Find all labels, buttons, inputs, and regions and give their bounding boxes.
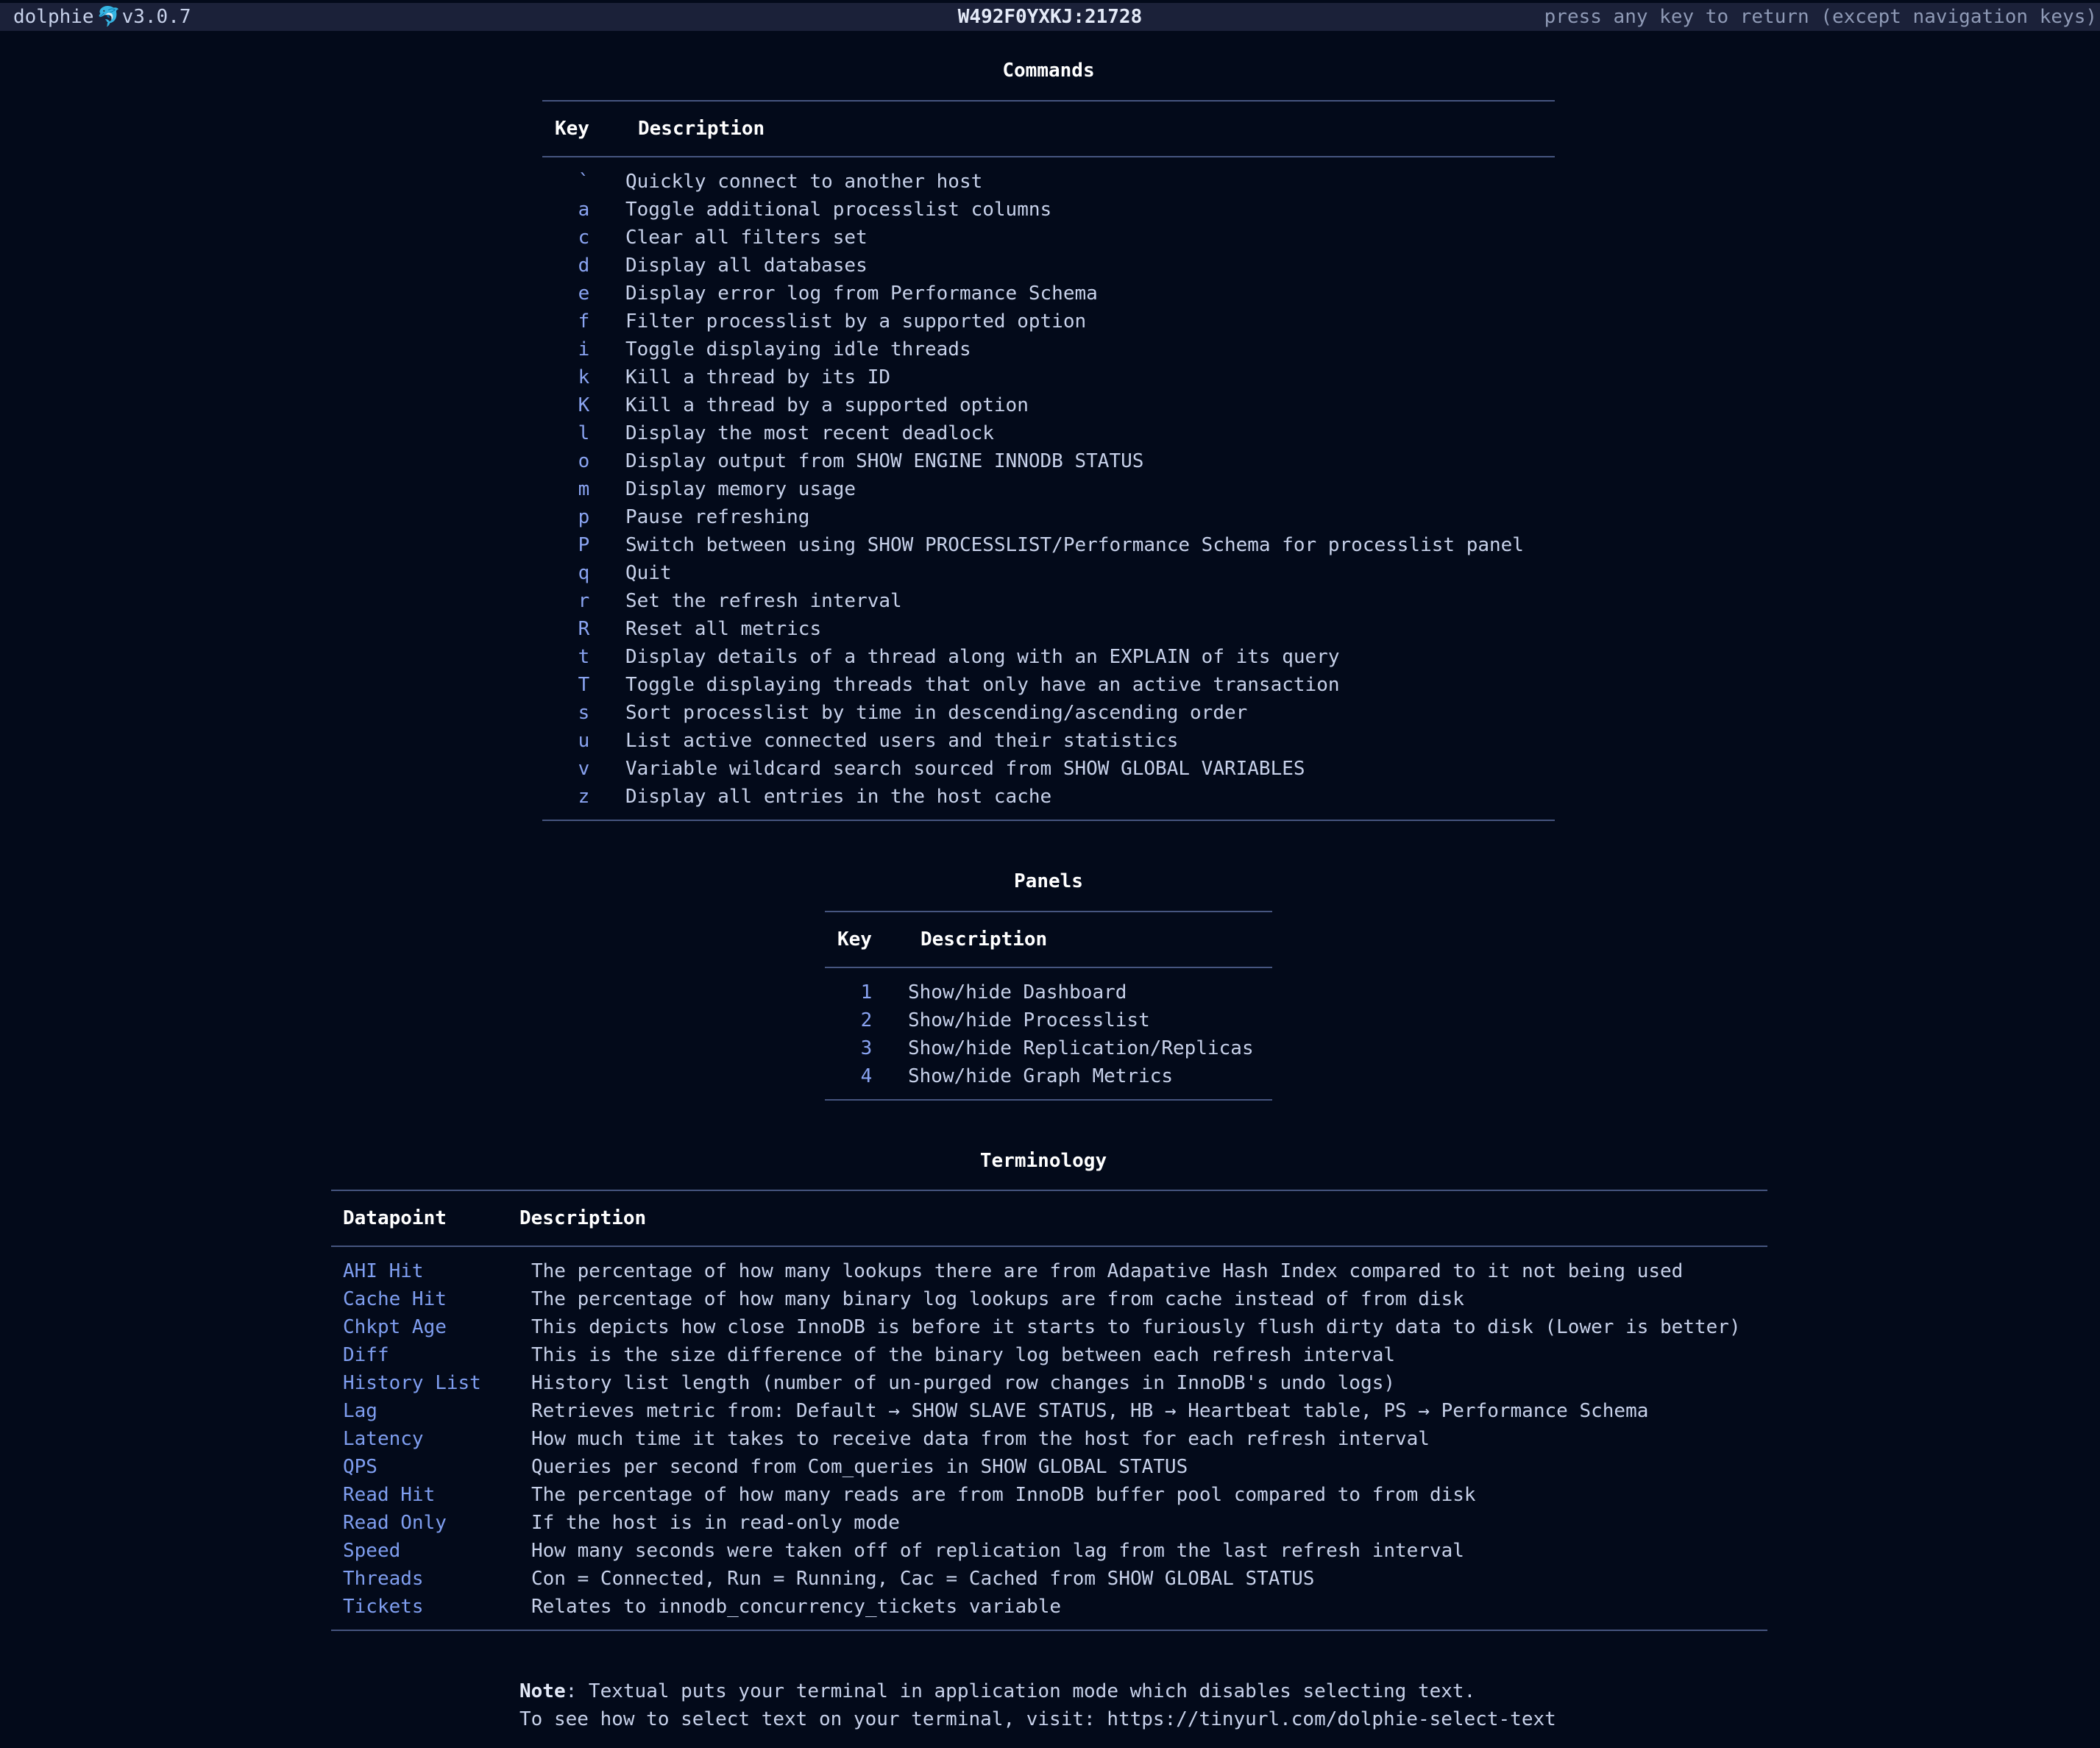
row-description: Filter processlist by a supported option <box>625 310 1087 333</box>
table-row <box>542 224 1555 252</box>
table-row <box>542 643 1555 671</box>
datapoint-name: History List <box>343 1372 481 1394</box>
table-row <box>542 531 1555 559</box>
datapoint-name: Chkpt Age <box>343 1316 447 1338</box>
host-label: W492F0YXKJ:21728 <box>957 6 1143 28</box>
shortcut-key: 3 <box>860 1037 873 1059</box>
table-row <box>331 1285 1767 1313</box>
shortcut-key: R <box>578 618 590 640</box>
row-description: Display details of a thread along with an EXPLAIN of its query <box>625 646 1340 668</box>
row-description: Kill a thread by a supported option <box>625 394 1029 416</box>
column-header-datapoint: Datapoint <box>343 1207 447 1229</box>
shortcut-key: m <box>578 478 590 500</box>
datapoint-name: Lag <box>343 1400 377 1422</box>
commands-title: Commands <box>1002 60 1095 82</box>
table-header <box>825 912 1272 968</box>
row-description: Display memory usage <box>625 478 856 500</box>
table-row <box>542 615 1555 643</box>
row-description: Display error log from Performance Schema <box>625 283 1098 305</box>
terminology-title: Terminology <box>979 1150 1107 1172</box>
note-line-1 <box>519 1677 1556 1705</box>
shortcut-key: l <box>578 422 590 444</box>
table-row <box>542 335 1555 363</box>
table-row <box>542 475 1555 503</box>
shortcut-key: P <box>578 534 590 556</box>
datapoint-name: Diff <box>343 1344 389 1366</box>
row-description: Show/hide Dashboard <box>908 981 1127 1003</box>
panels-title: Panels <box>1014 870 1083 892</box>
row-description: How much time it takes to receive data from the host for each refresh interval <box>531 1428 1430 1450</box>
row-description: Display all databases <box>625 255 868 277</box>
table-row <box>542 447 1555 475</box>
commands-table-body <box>542 157 1555 820</box>
table-row <box>542 196 1555 224</box>
column-header-description: Description <box>519 1207 647 1229</box>
shortcut-key: o <box>578 450 590 472</box>
row-description: Quickly connect to another host <box>625 171 983 193</box>
table-row <box>542 308 1555 335</box>
table-row <box>542 587 1555 615</box>
datapoint-name: Cache Hit <box>343 1288 447 1310</box>
column-header-key: Key <box>555 118 589 140</box>
row-description: Show/hide Processlist <box>908 1009 1150 1031</box>
row-description: How many seconds were taken off of replication lag from the last refresh interval <box>531 1540 1464 1562</box>
column-header-description: Description <box>920 928 1048 951</box>
row-description: Relates to innodb_concurrency_tickets variable <box>531 1596 1062 1618</box>
note-label: Note <box>519 1680 566 1702</box>
shortcut-key: k <box>578 366 590 388</box>
row-description: Display all entries in the host cache <box>625 786 1052 808</box>
row-description: List active connected users and their statistics <box>625 730 1179 752</box>
table-row <box>331 1257 1767 1285</box>
table-row <box>331 1593 1767 1621</box>
table-row <box>331 1481 1767 1509</box>
shortcut-key: 2 <box>860 1009 873 1031</box>
table-row <box>825 1062 1272 1090</box>
table-row <box>825 978 1272 1006</box>
shortcut-key: T <box>578 674 590 696</box>
commands-table <box>542 100 1555 821</box>
row-description: Show/hide Replication/Replicas <box>908 1037 1254 1059</box>
table-row <box>331 1425 1767 1453</box>
shortcut-key: v <box>578 758 590 780</box>
terminology-table-body <box>331 1247 1767 1630</box>
shortcut-key: f <box>578 310 590 333</box>
row-description: Variable wildcard search sourced from SHOW GLOBAL VARIABLES <box>625 758 1305 780</box>
table-row <box>542 391 1555 419</box>
table-row <box>542 280 1555 308</box>
row-description: Toggle displaying threads that only have an active transaction <box>625 674 1340 696</box>
datapoint-name: Tickets <box>343 1596 424 1618</box>
table-row <box>542 783 1555 811</box>
shortcut-key: z <box>578 786 590 808</box>
row-description: Display the most recent deadlock <box>625 422 994 444</box>
shortcut-key: s <box>578 702 590 724</box>
table-row <box>331 1341 1767 1369</box>
table-row <box>542 503 1555 531</box>
shortcut-key: r <box>578 590 590 612</box>
table-row <box>542 252 1555 280</box>
shortcut-key: u <box>578 730 590 752</box>
table-row <box>331 1397 1767 1425</box>
shortcut-key: 1 <box>860 981 873 1003</box>
terminology-table <box>331 1190 1767 1631</box>
row-description: Sort processlist by time in descending/ascending order <box>625 702 1248 724</box>
column-header-key: Key <box>837 928 872 951</box>
shortcut-key: i <box>578 338 590 360</box>
datapoint-name: Threads <box>343 1568 424 1590</box>
table-row <box>542 168 1555 196</box>
datapoint-name: Speed <box>343 1540 401 1562</box>
shortcut-key: q <box>578 562 590 584</box>
table-row <box>331 1509 1767 1537</box>
note-text: : Textual puts your terminal in application mode which disables selecting text. <box>565 1680 1476 1702</box>
table-row <box>542 755 1555 783</box>
note <box>519 1677 1556 1733</box>
return-hint: press any key to return (except navigation keys) <box>1544 6 2097 28</box>
panels-table-body <box>825 968 1272 1099</box>
table-row <box>331 1369 1767 1397</box>
table-row <box>542 671 1555 699</box>
row-description: Pause refreshing <box>625 506 810 528</box>
shortcut-key: c <box>578 227 590 249</box>
datapoint-name: AHI Hit <box>343 1260 424 1282</box>
shortcut-key: t <box>578 646 590 668</box>
shortcut-key: d <box>578 255 590 277</box>
row-description: Toggle displaying idle threads <box>625 338 971 360</box>
table-row <box>542 727 1555 755</box>
table-row <box>825 1006 1272 1034</box>
shortcut-key: ` <box>578 171 590 193</box>
row-description: If the host is in read-only mode <box>531 1512 900 1534</box>
datapoint-name: Latency <box>343 1428 424 1450</box>
table-header <box>331 1191 1767 1247</box>
row-description: Set the refresh interval <box>625 590 902 612</box>
shortcut-key: p <box>578 506 590 528</box>
row-description: Quit <box>625 562 672 584</box>
table-row <box>331 1313 1767 1341</box>
row-description: This depicts how close InnoDB is before it starts to furiously flush dirty data to disk (Lower is better) <box>531 1316 1741 1338</box>
table-row <box>825 1034 1272 1062</box>
row-description: The percentage of how many reads are from InnoDB buffer pool compared to from disk <box>531 1484 1476 1506</box>
row-description: Con = Connected, Run = Running, Cac = Cached from SHOW GLOBAL STATUS <box>531 1568 1315 1590</box>
app-version: v3.0.7 <box>121 6 191 28</box>
row-description: Reset all metrics <box>625 618 822 640</box>
dolphin-icon: 🐬 <box>96 6 121 28</box>
shortcut-key: K <box>578 394 590 416</box>
row-description: The percentage of how many lookups there are from Adapative Hash Index compared to it not being used <box>531 1260 1684 1282</box>
row-description: The percentage of how many binary log lookups are from cache instead of from disk <box>531 1288 1464 1310</box>
top-bar <box>0 3 2100 31</box>
shortcut-key: 4 <box>860 1065 873 1087</box>
datapoint-name: Read Hit <box>343 1484 436 1506</box>
table-header <box>542 102 1555 157</box>
row-description: This is the size difference of the binary log between each refresh interval <box>531 1344 1395 1366</box>
row-description: Kill a thread by its ID <box>625 366 891 388</box>
datapoint-name: Read Only <box>343 1512 447 1534</box>
table-row <box>542 699 1555 727</box>
app-name: dolphie <box>13 6 94 28</box>
datapoint-name: QPS <box>343 1456 377 1478</box>
row-description: Show/hide Graph Metrics <box>908 1065 1174 1087</box>
table-row <box>542 559 1555 587</box>
row-description: History list length (number of un-purged row changes in InnoDB's undo logs) <box>531 1372 1395 1394</box>
row-description: Display output from SHOW ENGINE INNODB STATUS <box>625 450 1144 472</box>
table-row <box>331 1453 1767 1481</box>
panels-table <box>825 911 1272 1101</box>
table-row <box>542 363 1555 391</box>
row-description: Toggle additional processlist columns <box>625 199 1052 221</box>
row-description: Retrieves metric from: Default → SHOW SLAVE STATUS, HB → Heartbeat table, PS → Performance Schema <box>531 1400 1649 1422</box>
row-description: Switch between using SHOW PROCESSLIST/Performance Schema for processlist panel <box>625 534 1524 556</box>
table-row <box>331 1565 1767 1593</box>
row-description: Clear all filters set <box>625 227 868 249</box>
shortcut-key: a <box>578 199 590 221</box>
note-line-2: To see how to select text on your terminal, visit: https://tinyurl.com/dolphie-select-text <box>519 1708 1556 1730</box>
shortcut-key: e <box>578 283 590 305</box>
table-row <box>331 1537 1767 1565</box>
row-description: Queries per second from Com_queries in SHOW GLOBAL STATUS <box>531 1456 1188 1478</box>
column-header-description: Description <box>638 118 765 140</box>
table-row <box>542 419 1555 447</box>
